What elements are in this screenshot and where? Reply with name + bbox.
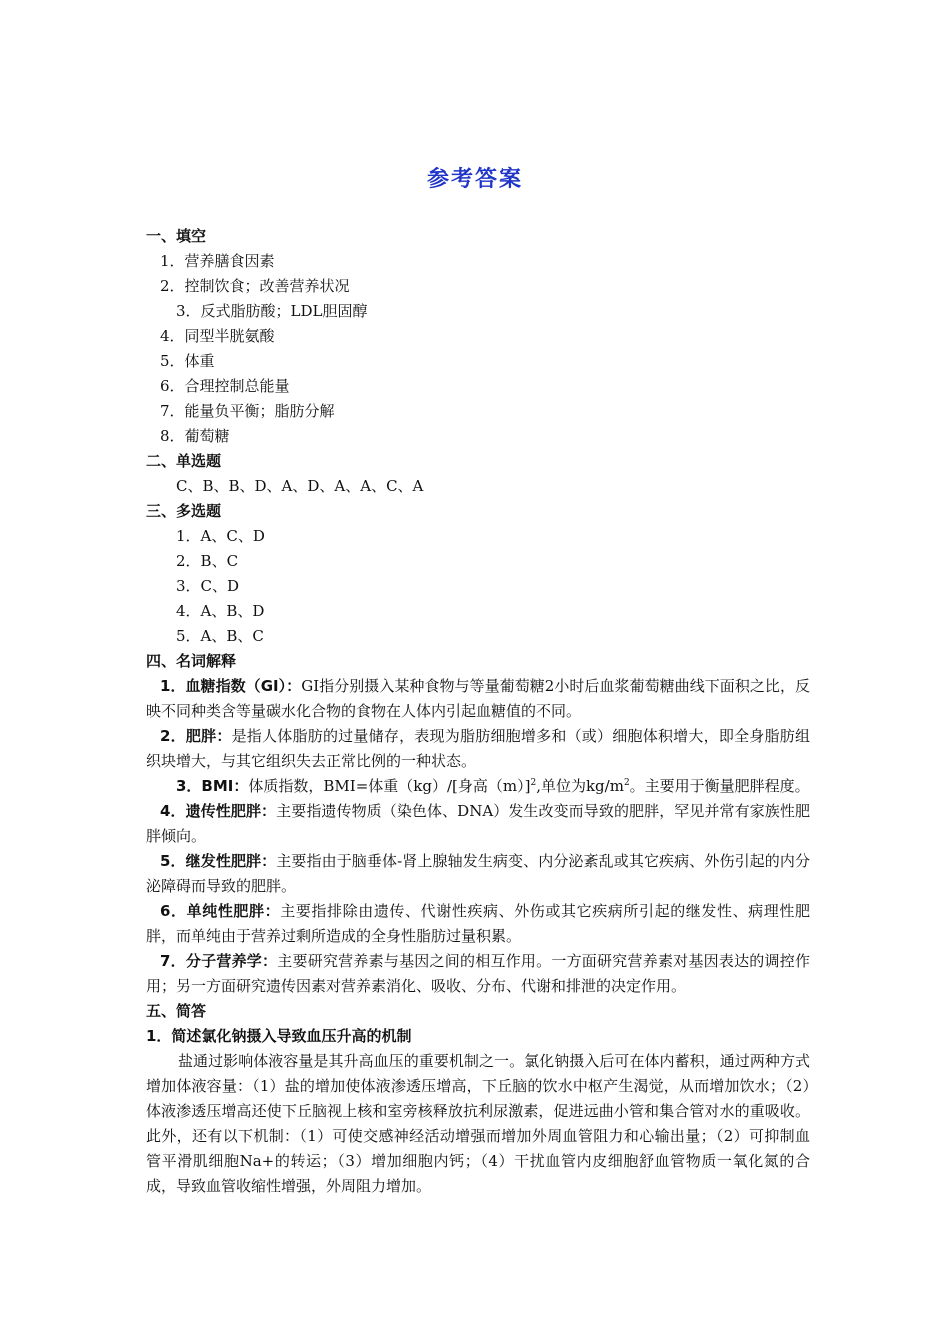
list-item: 8．葡萄糖	[160, 427, 230, 445]
definition-simple-obesity	[146, 899, 810, 949]
term-label: 3．BMI：	[176, 777, 249, 795]
superscript: 2	[623, 778, 630, 788]
term-label: 4．遗传性肥胖：	[160, 802, 277, 820]
question-title: 1．简述氯化钠摄入导致血压升高的机制	[146, 1027, 412, 1045]
term-label: 5．继发性肥胖：	[160, 852, 277, 870]
list-item: 4．A、B、D	[176, 602, 265, 620]
list-item: 1．营养膳食因素	[160, 252, 275, 270]
term-definition: 体质指数，BMI=体重（kg）/[身高（m）]	[248, 777, 531, 795]
list-item: 2．B、C	[176, 552, 239, 570]
term-definition: 。主要用于衡量肥胖程度。	[629, 777, 810, 795]
section-heading-definitions: 四、名词解释	[146, 652, 237, 670]
definition-bmi	[146, 774, 810, 799]
list-item: 3．反式脂肪酸；LDL胆固醇	[176, 302, 368, 320]
term-label: 2．肥胖：	[160, 727, 232, 745]
term-definition: ,单位为kg/m	[536, 777, 624, 795]
section-heading-fill-blank: 一、填空	[146, 227, 207, 245]
term-label: 6．单纯性肥胖：	[160, 902, 281, 920]
term-definition: 主要研究营养素与基因之间的相互作用。一方面研究营养素对基因表达的调控作用；另一方面研究遗传因素对营养素消化、吸收、分布、代谢和排泄的决定作用。	[146, 952, 810, 995]
list-item: 5．体重	[160, 352, 215, 370]
list-item: 7．能量负平衡；脂肪分解	[160, 402, 335, 420]
definition-genetic-obesity	[146, 799, 810, 849]
term-label: 1．血糖指数（GI）：	[160, 677, 302, 695]
answer-content	[146, 224, 810, 1199]
list-item: 1．A、C、D	[176, 527, 265, 545]
list-item: 5．A、B、C	[176, 627, 264, 645]
single-choice-answers: C、B、B、D、A、D、A、A、C、A	[176, 477, 424, 495]
list-item: 4．同型半胱氨酸	[160, 327, 275, 345]
definition-molecular-nutrition	[146, 949, 810, 999]
term-definition: 主要指遗传物质（染色体、DNA）发生改变而导致的肥胖，罕见并常有家族性肥胖倾向。	[146, 802, 810, 845]
list-item: 6．合理控制总能量	[160, 377, 290, 395]
page-title: 参考答案	[426, 167, 523, 192]
section-heading-single-choice: 二、单选题	[146, 452, 222, 470]
definition-gi	[146, 674, 810, 724]
list-item: 3．C、D	[176, 577, 240, 595]
term-definition: GI指分别摄入某种食物与等量葡萄糖2小时后血浆葡萄糖曲线下面积之比，反映不同种类含等量碳水化合物的食物在人体内引起血糖值的不同。	[146, 677, 810, 720]
term-definition: 主要指排除由遗传、代谢性疾病、外伤或其它疾病所引起的继发性、病理性肥胖，而单纯由于营养过剩所造成的全身性脂肪过量积累。	[146, 902, 810, 945]
section-heading-multi-choice: 三、多选题	[146, 502, 222, 520]
superscript: 2	[530, 778, 537, 788]
list-item: 2．控制饮食；改善营养状况	[160, 277, 350, 295]
definition-obesity	[146, 724, 810, 774]
term-label: 7．分子营养学：	[160, 952, 278, 970]
definition-secondary-obesity	[146, 849, 810, 899]
section-heading-short-answer: 五、简答	[146, 1002, 207, 1020]
question-answer: 盐通过影响体液容量是其升高血压的重要机制之一。氯化钠摄入后可在体内蓄积，通过两种方式增加体液容量：（1）盐的增加使体液渗透压增高，下丘脑的饮水中枢产生渴觉，从而增加饮水；（2）体液渗透压增高还使下丘脑视上核和室旁核释放抗利尿激素，促进远曲小管和集合管对水的重吸收。此外，还有以下机制：（1）可使交感神经活动增强而增加外周血管阻力和心输出量；（2）可抑制血管平滑肌细胞Na+的转运；（3）增加细胞内钙；（4）干扰血管内皮细胞舒血管物质一氧化氮的合成，导致血管收缩性增强，外周阻力增加。	[146, 1052, 810, 1195]
term-definition: 是指人体脂肪的过量储存，表现为脂肪细胞增多和（或）细胞体积增大，即全身脂肪组织块增大，与其它组织失去正常比例的一种状态。	[146, 727, 810, 770]
term-definition: 主要指由于脑垂体-肾上腺轴发生病变、内分泌紊乱或其它疾病、外伤引起的内分泌障碍而导致的肥胖。	[146, 852, 810, 895]
